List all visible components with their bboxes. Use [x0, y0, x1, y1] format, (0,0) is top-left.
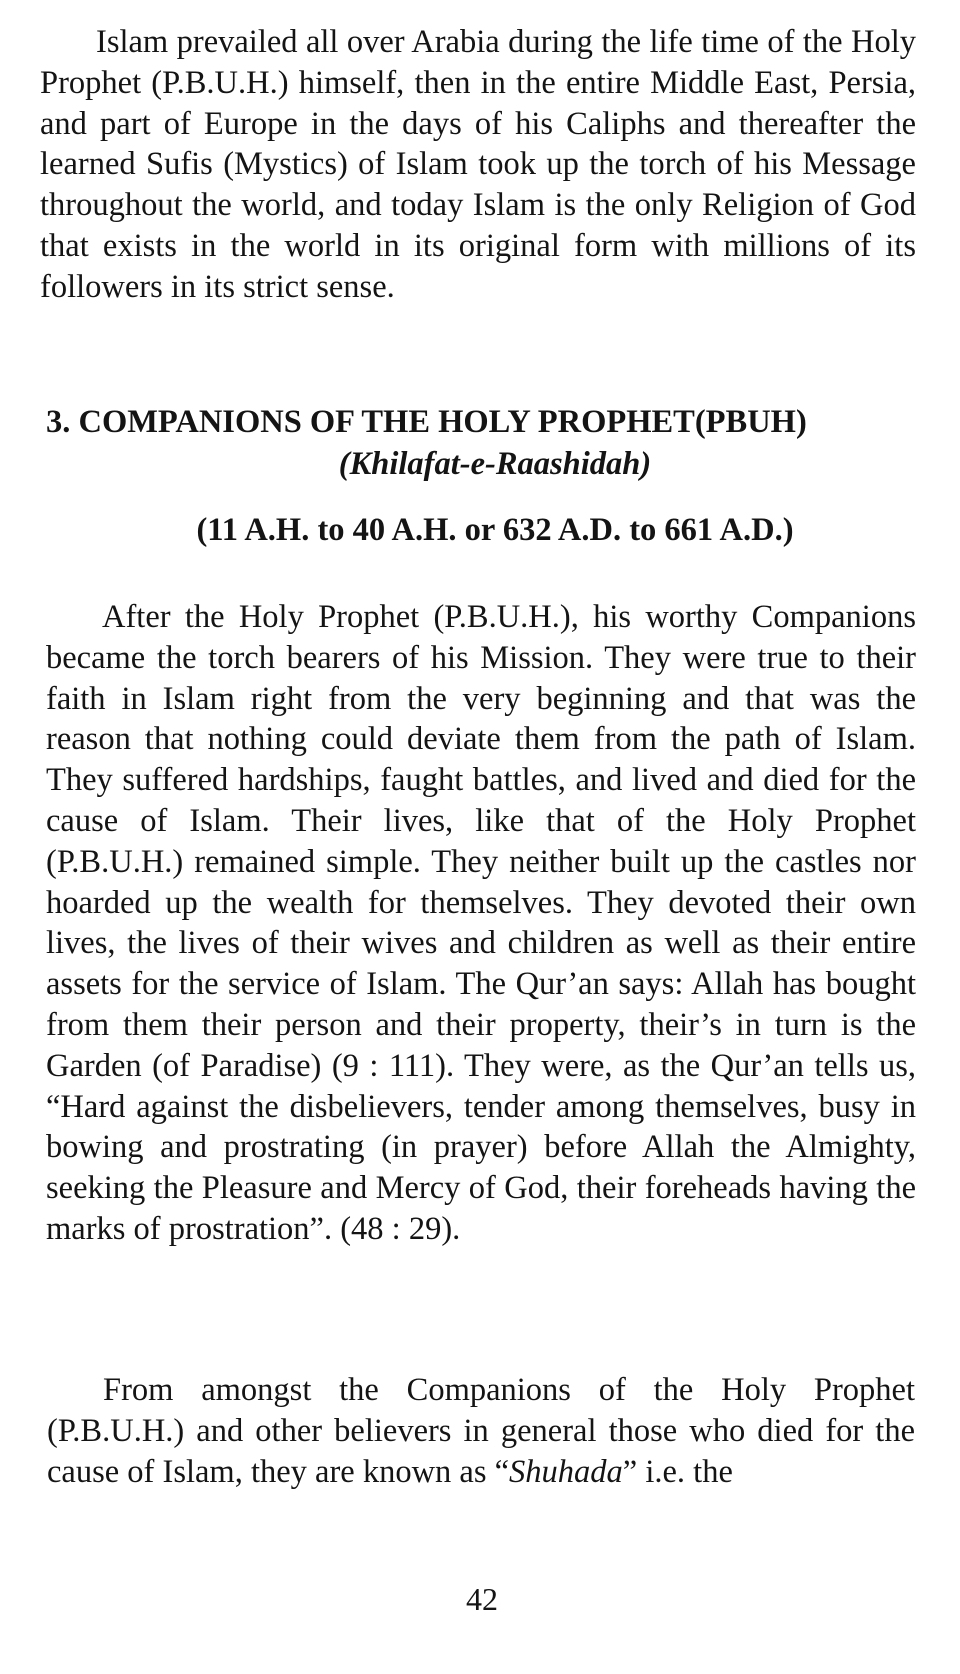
term-shuhada: Shuhada	[509, 1453, 623, 1490]
paragraph-companions: After the Holy Prophet (P.B.U.H.), his worthy Companions became the torch bearers of his Mission. They were true to their faith in Islam right from the very beginning and that was the reason that nothing could deviate them from the path of Islam. They suffered hardships, faught battles, and lived and died for the cause of Islam. Their lives, like that of the Holy Prophet (P.B.U.H.) remained simple. They neither built up the castles nor hoarded up the wealth for themselves. They devoted their own lives, the lives of their wives and children as well as their entire assets for the service of Islam. The Qur’an says: Allah has bought from them their person and their property, their’s in turn is the Garden (of Paradise) (9 : 111). They were, as the Qur’an tells us, “Hard against the disbelievers, tender among themselves, busy in bowing and prostrating (in prayer) before Allah the Almighty, seeking the Pleasure and Mercy of God, their foreheads having the marks of prostration”. (48 : 29).	[46, 599, 916, 1247]
paragraph-shuhada-text-start: From amongst the Companions of the Holy Prophet (P.B.U.H.) and other believers in general those who died for the cause of Islam, they are known as “	[47, 1372, 915, 1490]
date-range: (11 A.H. to 40 A.H. or 632 A.D. to 661 A.D.)	[196, 512, 794, 548]
page-number: 42	[466, 1581, 498, 1617]
paragraph-shuhada-text-end: ” i.e. the	[622, 1453, 733, 1490]
paragraph-islam-prevailed: Islam prevailed all over Arabia during the life time of the Holy Prophet (P.B.U.H.) himself, then in the entire Middle East, Persia, and part of Europe in the days of his Caliphs and thereafter the learned Sufis (Mystics) of Islam took up the torch of his Message throughout the world, and today Islam is the only Religion of God that exists in the world in its original form with millions of its followers in its strict sense.	[40, 24, 916, 305]
paragraph-shuhada	[47, 1370, 915, 1492]
section-subtitle: (Khilafat-e-Raashidah)	[338, 446, 652, 482]
section-heading: 3. COMPANIONS OF THE HOLY PROPHET(PBUH)	[46, 404, 807, 440]
